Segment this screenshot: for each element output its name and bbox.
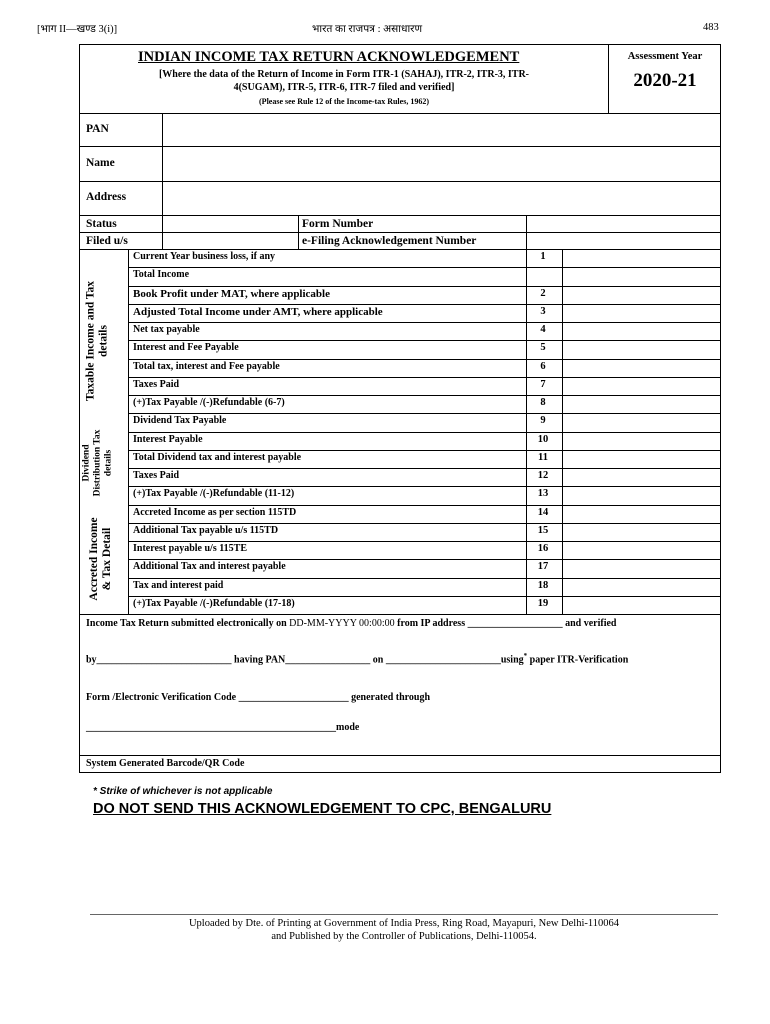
do-not-send-notice: DO NOT SEND THIS ACKNOWLEDGEMENT TO CPC, BENGALURU (93, 801, 552, 817)
rule-note: (Please see Rule 12 of the Income-tax Rules, 1962) (259, 97, 429, 106)
efiling-ack-label: e-Filing Acknowledgement Number (302, 235, 477, 247)
form-title: INDIAN INCOME TAX RETURN ACKNOWLEDGEMENT (138, 49, 520, 65)
detail-row-number: 16 (537, 543, 549, 554)
detail-row-label: Additional Tax and interest payable (133, 561, 286, 573)
name-label: Name (86, 157, 115, 169)
section-dividend-line2: Distribution Tax (92, 429, 103, 497)
verification-paper-text: paper ITR-Verification (529, 654, 629, 666)
detail-row-label: (+)Tax Payable /(-)Refundable (17-18) (133, 597, 295, 609)
section-dividend-line1: Dividend (81, 444, 92, 482)
detail-row-number: 9 (540, 415, 546, 427)
detail-row-label: Total Income (133, 269, 190, 281)
detail-row-number: 2 (540, 287, 546, 299)
strike-note: * Strike of whichever is not applicable (93, 786, 273, 797)
barcode-label: System Generated Barcode/QR Code (86, 758, 245, 769)
assessment-year-value: 2020-21 (633, 70, 697, 91)
detail-row-label: Current Year business loss, if any (133, 251, 276, 262)
detail-row-number: 15 (537, 524, 549, 536)
detail-row-label: Dividend Tax Payable (133, 415, 227, 427)
footer-line1: Uploaded by Dte. of Printing at Government of India Press, Ring Road, Mayapuri, New Delhi-110064 (188, 918, 620, 929)
detail-row-label: Adjusted Total Income under AMT, where applicable (133, 305, 383, 318)
address-label: Address (86, 191, 127, 203)
section-taxable-line1: Taxable Income and Tax (84, 280, 97, 402)
detail-row-label: Accreted Income as per section 115TD (133, 506, 297, 518)
verification-submitted-text: Income Tax Return submitted electronically on (86, 618, 287, 629)
detail-row-label: Taxes Paid (133, 378, 180, 390)
asterisk-mark: * (523, 652, 528, 660)
verification-line4: __________________________________________________mode (86, 722, 360, 733)
section-dividend (82, 426, 126, 501)
form-subtitle-line1: [Where the data of the Return of Income in Form ITR-1 (SAHAJ), ITR-2, ITR-3, ITR- (158, 69, 530, 80)
verification-line3: Form /Electronic Verification Code ______________________ generated through (86, 692, 431, 703)
detail-row-number: 19 (537, 597, 549, 609)
detail-row-label: Interest Payable (133, 433, 203, 445)
detail-row-number: 11 (538, 451, 548, 463)
detail-row-number: 18 (537, 579, 549, 591)
form-number-label: Form Number (302, 218, 374, 230)
form-subtitle-line2: 4(SUGAM), ITR-5, ITR-6, ITR-7 filed and verified] (233, 82, 455, 93)
status-label: Status (86, 218, 117, 230)
verification-date-placeholder: DD-MM-YYYY 00:00:00 (289, 618, 395, 629)
detail-row-label: Interest payable u/s 115TE (133, 543, 247, 554)
section-accreted-line1: Accreted Income (88, 517, 100, 601)
detail-row-number: 4 (540, 324, 546, 335)
detail-row-label: Interest and Fee Payable (133, 342, 239, 354)
detail-row-number: 5 (540, 342, 546, 354)
detail-row-number: 12 (537, 470, 549, 481)
footer-line2: and Published by the Controller of Publications, Delhi-110054. (271, 931, 537, 942)
section-taxable-income (85, 279, 121, 404)
section-taxable-line2: details (97, 325, 110, 357)
detail-row-label: Total Dividend tax and interest payable (133, 451, 302, 463)
detail-row-label: (+)Tax Payable /(-)Refundable (11-12) (133, 488, 295, 500)
filed-us-label: Filed u/s (86, 235, 128, 247)
acknowledgement-form (79, 44, 721, 773)
detail-row-number: 6 (540, 360, 546, 372)
detail-row-label: Additional Tax payable u/s 115TD (133, 524, 279, 536)
section-accreted-income (88, 509, 122, 609)
detail-row-number: 14 (537, 506, 549, 518)
assessment-year-label: Assessment Year (627, 51, 703, 62)
verification-line1 (86, 618, 616, 629)
header-page-number: 483 (703, 22, 719, 33)
footer-rule (90, 914, 718, 915)
detail-row-number: 17 (537, 561, 549, 573)
verification-line2 (86, 652, 628, 665)
detail-row-number: 10 (537, 433, 549, 445)
detail-row-number: 1 (540, 251, 546, 262)
detail-row-label: Tax and interest paid (133, 579, 224, 591)
detail-row-number: 3 (540, 305, 546, 317)
header-part-label: [भाग II—खण्ड 3(i)] (37, 24, 118, 35)
section-accreted-line2: & Tax Detail (101, 527, 114, 591)
section-dividend-line3: details (103, 449, 114, 477)
detail-row-label: Taxes Paid (133, 470, 180, 481)
verification-ip-text: from IP address ___________________ and verified (397, 618, 617, 629)
detail-row-label: Total tax, interest and Fee payable (133, 360, 280, 372)
detail-row-number: 7 (540, 378, 546, 390)
detail-row-number: 13 (537, 488, 549, 500)
verification-by-text: by___________________________ having PAN_________________ on _______________________using (86, 654, 524, 666)
detail-row-label: (+)Tax Payable /(-)Refundable (6-7) (133, 397, 285, 408)
detail-row-label: Net tax payable (133, 324, 200, 335)
detail-row-label: Book Profit under MAT, where applicable (133, 287, 330, 300)
pan-label: PAN (86, 123, 109, 135)
detail-row-number: 8 (540, 397, 546, 408)
header-gazette-title: भारत का राजपत्र : असाधारण (312, 24, 423, 35)
